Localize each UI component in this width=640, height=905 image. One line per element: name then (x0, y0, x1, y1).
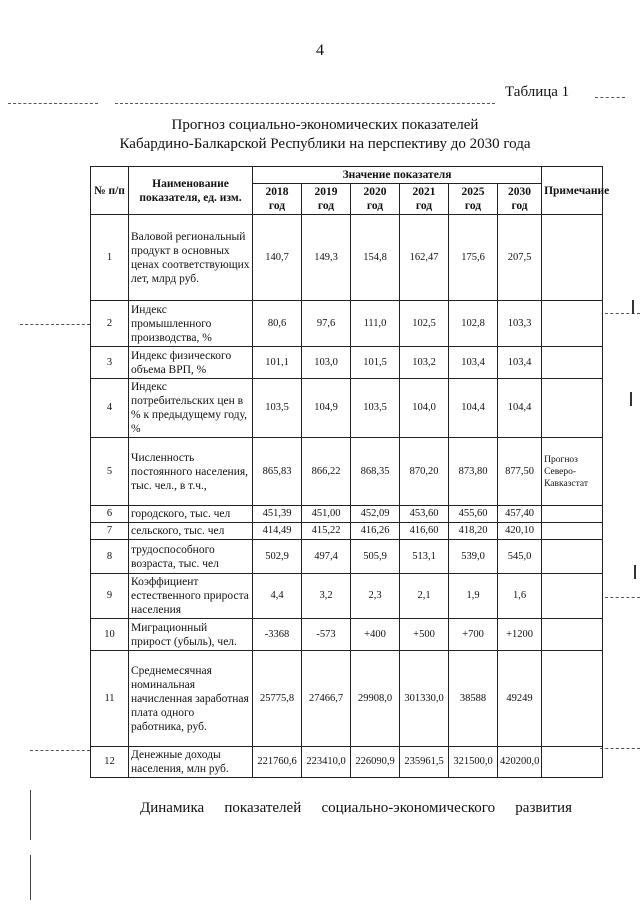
indicator-value: 97,6 (302, 301, 351, 347)
indicator-value: 414,49 (253, 523, 302, 540)
indicator-value: 453,60 (400, 506, 449, 523)
indicator-value: 2,3 (351, 574, 400, 619)
indicator-note (542, 747, 603, 778)
indicator-value: 452,09 (351, 506, 400, 523)
indicator-note (542, 523, 603, 540)
indicator-value: 451,39 (253, 506, 302, 523)
header-num: № п/п (91, 167, 129, 215)
indicator-value: 301330,0 (400, 651, 449, 747)
indicator-value: 111,0 (351, 301, 400, 347)
row-number: 9 (91, 574, 129, 619)
indicator-value: 154,8 (351, 215, 400, 301)
header-year-unit: год (464, 200, 482, 212)
indicator-value: 104,0 (400, 379, 449, 438)
footer-word: Динамика (140, 800, 205, 816)
header-year-unit: год (415, 200, 433, 212)
row-number: 6 (91, 506, 129, 523)
header-year-value: 2021 (412, 186, 436, 198)
header-year (253, 184, 302, 215)
table-label: Таблица 1 (505, 84, 570, 100)
indicator-value: 29908,0 (351, 651, 400, 747)
footer-text (140, 800, 572, 817)
indicator-value: -3368 (253, 619, 302, 651)
indicator-value: 416,60 (400, 523, 449, 540)
page-number: 4 (316, 42, 324, 59)
indicator-value: 866,22 (302, 438, 351, 506)
indicator-note (542, 651, 603, 747)
table-row (91, 540, 603, 574)
indicator-value: 873,80 (449, 438, 498, 506)
header-year-value: 2020 (363, 186, 387, 198)
edge-mark (632, 300, 634, 314)
indicator-value: 870,20 (400, 438, 449, 506)
indicator-value: +700 (449, 619, 498, 651)
header-name: Наименование показателя, ед. изм. (129, 167, 253, 215)
indicator-value: +400 (351, 619, 400, 651)
indicator-value: 101,5 (351, 347, 400, 379)
row-number: 5 (91, 438, 129, 506)
scan-artifact-line (595, 97, 625, 98)
indicator-value: 226090,9 (351, 747, 400, 778)
edge-mark (630, 392, 632, 406)
indicator-value: 207,5 (498, 215, 542, 301)
table-row (91, 747, 603, 778)
header-year-unit: год (268, 200, 286, 212)
table-row (91, 574, 603, 619)
indicator-value: 103,5 (253, 379, 302, 438)
header-year-value: 2019 (314, 186, 338, 198)
indicator-value: 420,10 (498, 523, 542, 540)
scan-artifact-line (115, 103, 495, 104)
indicator-value: 162,47 (400, 215, 449, 301)
indicator-value: 103,5 (351, 379, 400, 438)
scan-artifact-line (20, 324, 90, 325)
indicator-value: 221760,6 (253, 747, 302, 778)
indicator-value: 457,40 (498, 506, 542, 523)
indicator-name: Коэффициент естественного прироста населения (129, 574, 253, 619)
header-year-value: 2025 (461, 186, 485, 198)
indicator-value: 103,2 (400, 347, 449, 379)
table-row (91, 347, 603, 379)
table-row (91, 523, 603, 540)
indicator-value: 1,6 (498, 574, 542, 619)
header-year-unit: год (511, 200, 528, 212)
row-number: 11 (91, 651, 129, 747)
indicator-value: +500 (400, 619, 449, 651)
row-number: 7 (91, 523, 129, 540)
indicator-value: 1,9 (449, 574, 498, 619)
row-number: 4 (91, 379, 129, 438)
indicator-value: 103,3 (498, 301, 542, 347)
title-line-1: Прогноз социально-экономических показателей (171, 117, 479, 133)
header-year (449, 184, 498, 215)
indicator-value: 104,9 (302, 379, 351, 438)
table-row (91, 506, 603, 523)
indicator-value: 235961,5 (400, 747, 449, 778)
document-title (70, 116, 580, 154)
indicator-value: 868,35 (351, 438, 400, 506)
indicator-value: 103,4 (449, 347, 498, 379)
indicator-note (542, 301, 603, 347)
indicator-value: 102,5 (400, 301, 449, 347)
indicator-value: 505,9 (351, 540, 400, 574)
indicator-value: 104,4 (498, 379, 542, 438)
indicator-value: 420200,0 (498, 747, 542, 778)
header-year (498, 184, 542, 215)
indicator-value: 2,1 (400, 574, 449, 619)
forecast-table (90, 166, 610, 778)
indicator-value: 175,6 (449, 215, 498, 301)
row-number: 2 (91, 301, 129, 347)
header-value-group: Значение показателя (253, 167, 542, 184)
indicator-value: 865,83 (253, 438, 302, 506)
table-row (91, 438, 603, 506)
indicator-note (542, 379, 603, 438)
indicator-value: 539,0 (449, 540, 498, 574)
row-number: 3 (91, 347, 129, 379)
indicator-value: 149,3 (302, 215, 351, 301)
indicator-name: трудоспособного возраста, тыс. чел (129, 540, 253, 574)
scan-artifact-line (605, 313, 640, 314)
indicator-name: Индекс промышленного производства, % (129, 301, 253, 347)
indicator-value: 27466,7 (302, 651, 351, 747)
indicator-value: 418,20 (449, 523, 498, 540)
indicator-value: -573 (302, 619, 351, 651)
indicator-value: 49249 (498, 651, 542, 747)
indicator-value: 104,4 (449, 379, 498, 438)
indicator-value: 877,50 (498, 438, 542, 506)
header-year (302, 184, 351, 215)
indicator-value: 140,7 (253, 215, 302, 301)
indicator-name: Численность постоянного населения, тыс. чел., в т.ч., (129, 438, 253, 506)
indicator-name: Индекс потребительских цен в % к предыдущему году, % (129, 379, 253, 438)
indicator-value: 3,2 (302, 574, 351, 619)
table-row (91, 651, 603, 747)
indicator-note (542, 619, 603, 651)
header-year-unit: год (366, 200, 384, 212)
indicator-name: Валовой региональный продукт в основных ценах соответствующих лет, млрд руб. (129, 215, 253, 301)
indicator-note (542, 347, 603, 379)
row-number: 12 (91, 747, 129, 778)
header-year-unit: год (317, 200, 335, 212)
title-line-2: Кабардино-Балкарской Республики на перспективу до 2030 года (119, 136, 531, 152)
indicator-value: 25775,8 (253, 651, 302, 747)
table-row (91, 619, 603, 651)
header-year-value: 2030 (508, 186, 532, 198)
table-row (91, 215, 603, 301)
indicator-value: 502,9 (253, 540, 302, 574)
indicator-value: 321500,0 (449, 747, 498, 778)
indicator-value: 4,4 (253, 574, 302, 619)
indicator-value: 455,60 (449, 506, 498, 523)
indicator-note (542, 574, 603, 619)
indicator-value: 80,6 (253, 301, 302, 347)
indicator-note (542, 215, 603, 301)
indicator-name: Миграционный прирост (убыль), чел. (129, 619, 253, 651)
indicator-value: 513,1 (400, 540, 449, 574)
edge-mark (634, 565, 636, 579)
header-year-value: 2018 (265, 186, 289, 198)
indicator-note (542, 540, 603, 574)
scan-artifact-line (600, 748, 640, 749)
indicator-value: +1200 (498, 619, 542, 651)
row-number: 8 (91, 540, 129, 574)
indicator-name: Среднемесячная номинальная начисленная заработная плата одного работника, руб. (129, 651, 253, 747)
table-row (91, 379, 603, 438)
margin-mark (30, 855, 31, 900)
indicator-value: 416,26 (351, 523, 400, 540)
footer-word: развития (515, 800, 572, 816)
indicator-value: 103,4 (498, 347, 542, 379)
row-number: 1 (91, 215, 129, 301)
margin-mark (30, 790, 31, 840)
header-year (400, 184, 449, 215)
footer-word: социально-экономического (321, 800, 496, 816)
header-note: Примечание (542, 167, 603, 215)
indicator-value: 545,0 (498, 540, 542, 574)
indicator-value: 102,8 (449, 301, 498, 347)
row-number: 10 (91, 619, 129, 651)
indicator-name: сельского, тыс. чел (129, 523, 253, 540)
indicator-name: городского, тыс. чел (129, 506, 253, 523)
indicator-note: Прогноз Северо-Кавказстат (542, 438, 603, 506)
indicator-value: 103,0 (302, 347, 351, 379)
indicator-name: Денежные доходы населения, млн руб. (129, 747, 253, 778)
scan-artifact-line (8, 103, 98, 104)
scan-artifact-line (30, 750, 90, 751)
header-year (351, 184, 400, 215)
indicator-value: 223410,0 (302, 747, 351, 778)
scan-artifact-line (605, 597, 640, 598)
indicator-value: 497,4 (302, 540, 351, 574)
footer-word: показателей (224, 800, 302, 816)
indicator-value: 101,1 (253, 347, 302, 379)
table-row (91, 301, 603, 347)
indicator-name: Индекс физического объема ВРП, % (129, 347, 253, 379)
indicator-value: 415,22 (302, 523, 351, 540)
indicator-value: 451,00 (302, 506, 351, 523)
indicator-value: 38588 (449, 651, 498, 747)
indicator-note (542, 506, 603, 523)
